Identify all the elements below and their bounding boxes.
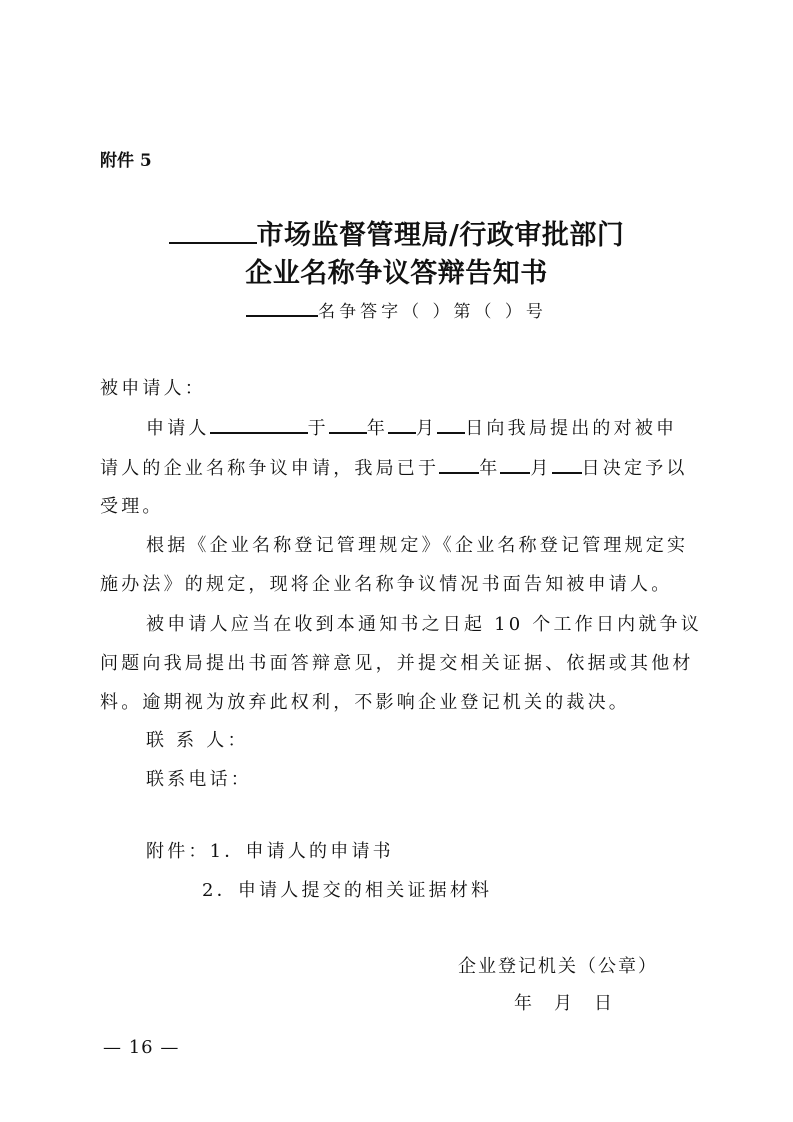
applicant-label: 申请人 [146,418,210,439]
document-title-line2: 企业名称争议答辩告知书 [245,258,548,289]
paragraph3-line1: 被申请人应当在收到本通知书之日起 10 个工作日内就争议 [146,614,702,635]
contact-phone-label: 联系电话： [146,769,252,790]
paragraph1-line2 [100,454,688,480]
attachments-label: 附件： [146,841,210,862]
document-title-line1 [0,213,793,252]
date-month: 月 [554,993,572,1014]
attachment-item1-text: 1．申请人的申请书 [209,841,394,862]
paragraph3-line3: 料。逾期视为放弃此权利，不影响企业登记机关的裁决。 [100,692,630,713]
attachment-item2: 2．申请人提交的相关证据材料 [202,880,493,901]
paragraph1-line3: 受理。 [100,496,164,517]
paragraph1-line1 [146,414,677,440]
date-day: 日 [594,993,612,1014]
text-year: 年 [366,418,389,439]
text-month: 月 [530,458,552,479]
page-number: — 16 — [103,1037,180,1058]
paragraph1-tail: 日向我局提出的对被申 [465,418,678,439]
respondent-label: 被申请人： [100,378,206,399]
document-number [0,297,793,322]
text-month: 月 [416,418,438,439]
appendix-label: 附件 5 [100,151,152,171]
paragraph3-line2: 问题向我局提出书面答辩意见，并提交相关证据、依据或其他材 [100,653,694,674]
paragraph2-line2: 施办法》的规定，现将企业名称争议情况书面告知被申请人。 [100,574,673,595]
attachment-item1 [146,837,394,863]
applicant-name-blank [210,415,308,434]
authority-name-blank [169,216,257,244]
apply-day-blank [437,415,465,434]
accept-day-blank [552,455,582,474]
accept-tail: 日决定予以 [581,458,688,479]
date-year: 年 [514,993,532,1014]
title-authority-suffix: 市场监督管理局/行政审批部门 [256,220,625,251]
paragraph2-line1: 根据《企业名称登记管理规定》《企业名称登记管理规定实 [146,535,689,556]
date-line [514,989,634,1015]
seal-line: 企业登记机关（公章） [458,956,658,977]
apply-year-blank [329,415,367,434]
accept-month-blank [500,455,530,474]
doc-prefix-blank [246,299,318,317]
contact-person-label: 联 系 人： [146,730,249,751]
doc-number-text: 名争答字（ ）第（ ）号 [318,302,547,322]
accept-year-blank [439,455,479,474]
apply-month-blank [388,415,416,434]
text-year: 年 [479,458,501,479]
text-on: 于 [307,418,329,439]
accept-text: 请人的企业名称争议申请，我局已于 [100,458,440,479]
